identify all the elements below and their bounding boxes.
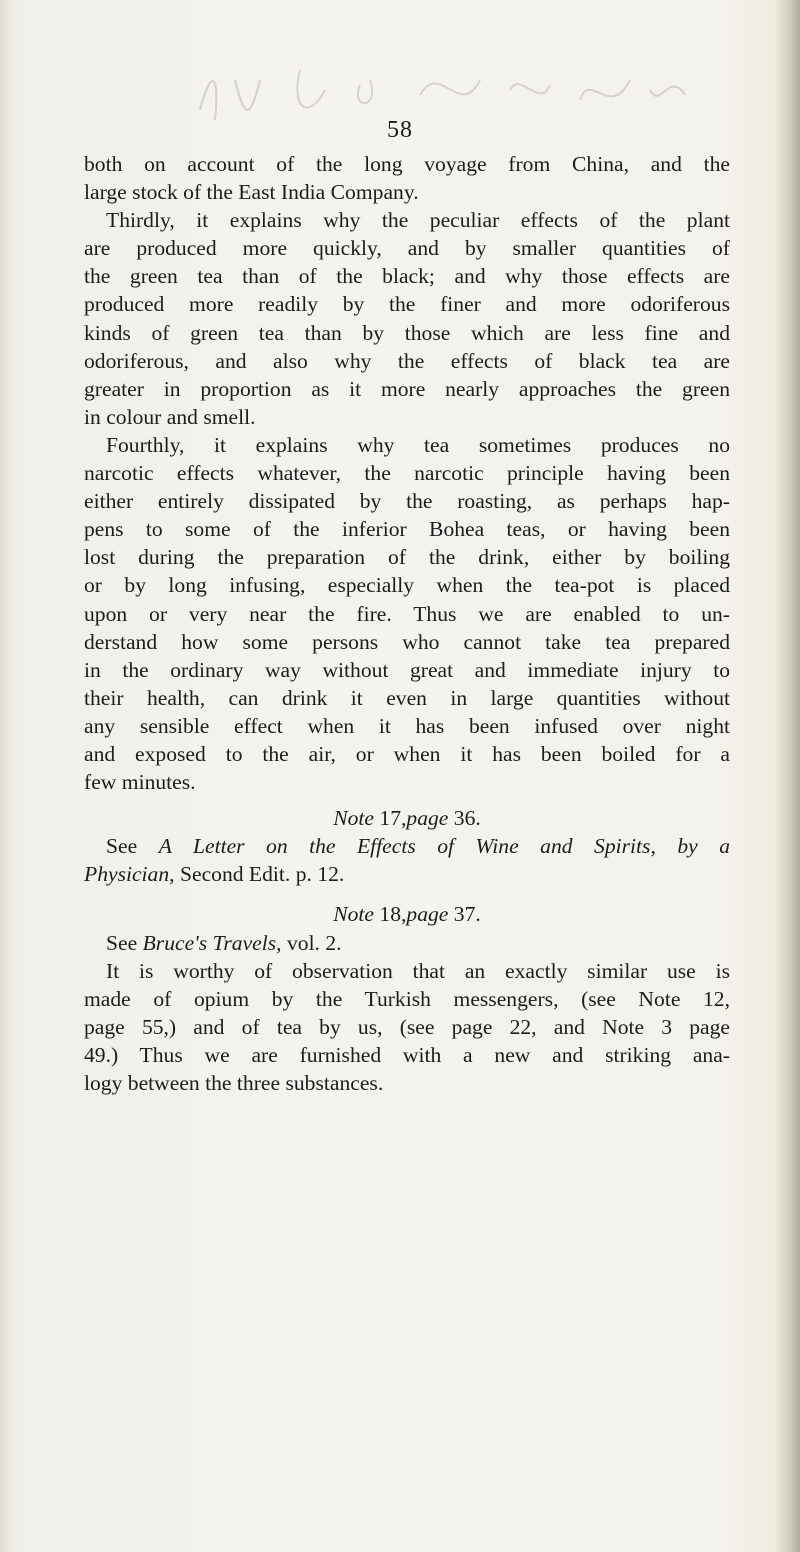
text-line: the green tea than of the black; and why those effects are (84, 264, 730, 289)
text-line: large stock of the East India Company. (84, 180, 419, 205)
text-line: It is worthy of observation that an exactly similar use is (106, 958, 730, 983)
text-line: pens to some of the inferior Bohea teas, or having been (84, 517, 730, 542)
page-edge-shadow (774, 0, 800, 1552)
text-line: 49.) Thus we are furnished with a new and striking ana- (84, 1042, 730, 1067)
text-line: greater in proportion as it more nearly approaches the green (84, 376, 730, 401)
text-line: or by long infusing, especially when the tea-pot is placed (84, 573, 730, 598)
text-line: Thirdly, it explains why the peculiar effects of the plant (106, 208, 730, 233)
page-number: 58 (387, 117, 413, 143)
text-line: Fourthly, it explains why tea sometimes produces no (106, 432, 730, 457)
text-line: their health, can drink it even in large quantities without (84, 685, 730, 710)
text-line: both on account of the long voyage from China, and the (84, 152, 730, 176)
text-line: few minutes. (84, 770, 196, 795)
text-line: derstand how some persons who cannot take tea prepared (84, 629, 730, 654)
text-line: odoriferous, and also why the effects of black tea are (84, 348, 730, 373)
text-line: upon or very near the fire. Thus we are enabled to un- (84, 601, 730, 626)
text-line: logy between the three substances. (84, 1071, 384, 1095)
text-line: and exposed to the air, or when it has been boiled for a (84, 741, 730, 766)
text-line: made of opium by the Turkish messengers, (see Note 12, (84, 986, 730, 1011)
note-17-heading: Note 17,page 36. (333, 806, 481, 831)
text-line: page 55,) and of tea by us, (see page 22, and Note 3 page (84, 1014, 730, 1039)
text-line: narcotic effects whatever, the narcotic principle having been (84, 461, 730, 486)
gutter-shadow (0, 0, 14, 1552)
text-line: produced more readily by the finer and more odoriferous (84, 292, 730, 317)
text-line: are produced more quickly, and by smaller quantities of (84, 236, 730, 261)
note-17-reference: See A Letter on the Effects of Wine and Spirits, by a (106, 834, 730, 859)
text-line: in colour and smell. (84, 404, 256, 429)
text-line: in the ordinary way without great and immediate injury to (84, 657, 730, 682)
page-body (84, 150, 730, 1097)
text-line: either entirely dissipated by the roasting, as perhaps hap- (84, 489, 730, 514)
text-line: kinds of green tea than by those which are less fine and (84, 320, 730, 345)
text-line: any sensible effect when it has been infused over night (84, 713, 730, 738)
note-17-reference-cont: Physician, Second Edit. p. 12. (84, 862, 345, 887)
note-18-heading: Note 18,page 37. (333, 902, 481, 927)
text-line: lost during the preparation of the drink, either by boiling (84, 545, 730, 570)
note-18-reference: See Bruce's Travels, vol. 2. (106, 930, 342, 955)
